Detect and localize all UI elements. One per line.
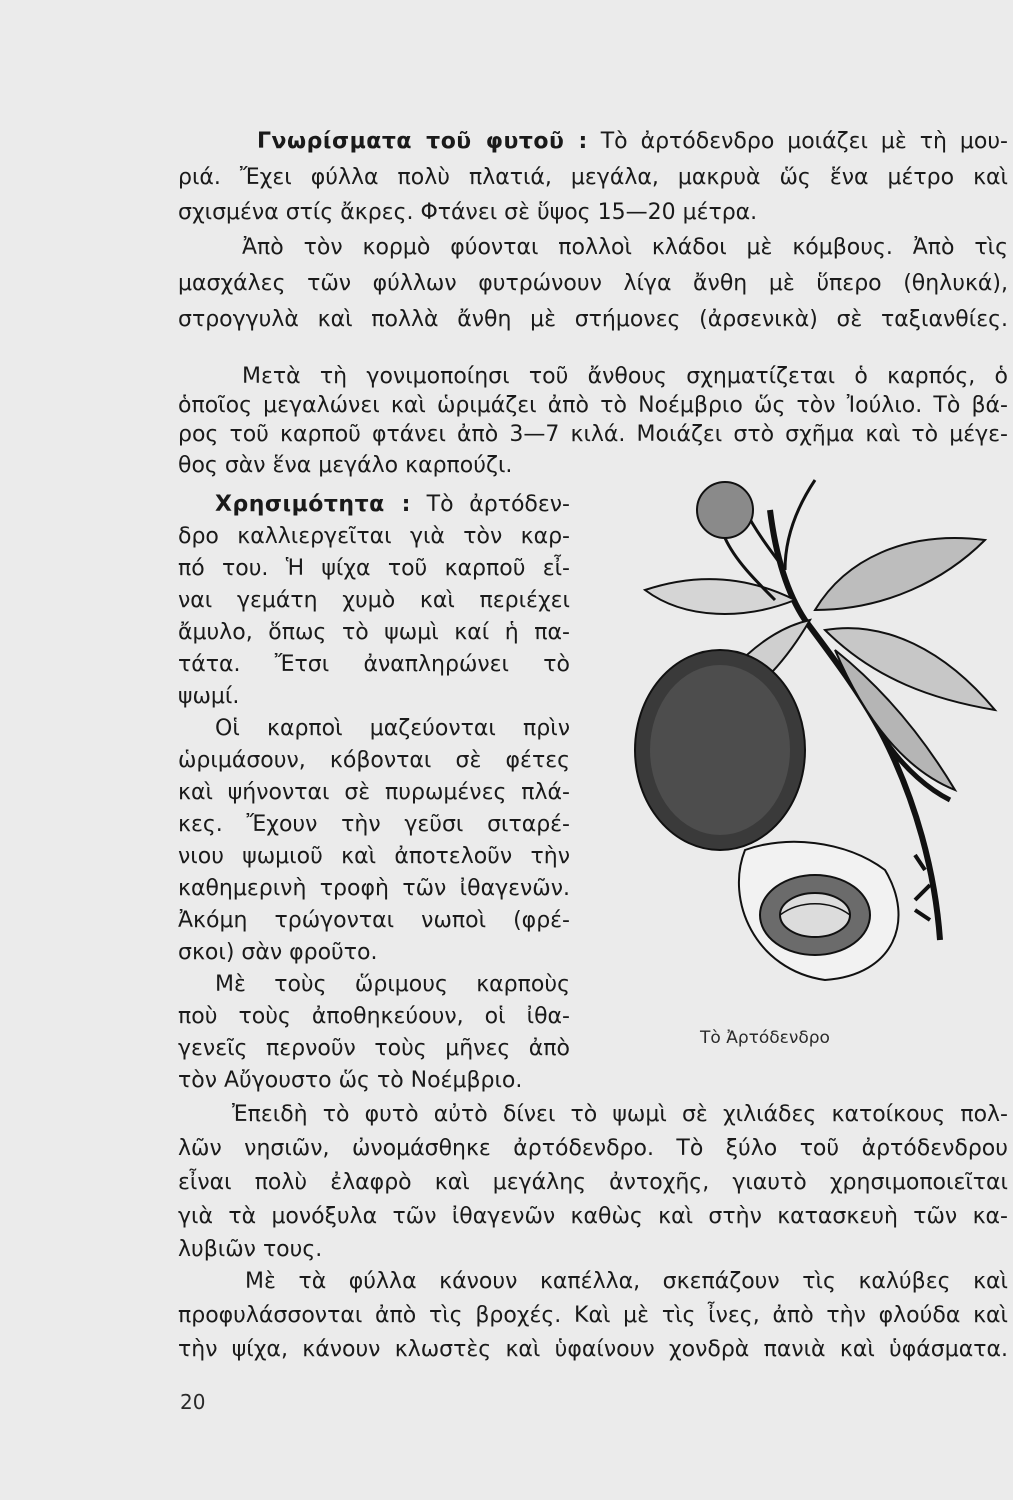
- paragraph-line: ποὺ τοὺς ἀποθηκεύουν, οἱ ἰθα-: [178, 1004, 570, 1029]
- paragraph-line: Μετὰ τὴ γονιμοποίησι τοῦ ἄνθους σχηματίζεται ὁ καρπός, ὁ: [242, 364, 1008, 389]
- paragraph-line: λυβιῶν τους.: [178, 1237, 323, 1262]
- paragraph-line: σκοι) σὰν φροῦτο.: [178, 940, 378, 965]
- paragraph-line: [257, 124, 1008, 160]
- paragraph-line: τάτα. Ἔτσι ἀναπληρώνει τὸ: [178, 652, 570, 677]
- paragraph-line: ὁποῖος μεγαλώνει καὶ ὡριμάζει ἀπὸ τὸ Νοέμβριο ὥς τὸν Ἰούλιο. Τὸ βά-: [178, 393, 1008, 418]
- breadfruit-branch-illustration: [585, 470, 1005, 1030]
- paragraph-line: τὴν ψίχα, κάνουν κλωστὲς καὶ ὑφαίνουν χονδρὰ πανιὰ καὶ ὑφάσματα.: [178, 1337, 1008, 1362]
- paragraph-line: γιὰ τὰ μονόξυλα τῶν ἰθαγενῶν καθὼς καὶ στὴν κατασκευὴ τῶν κα-: [178, 1204, 1008, 1229]
- paragraph-line: σχισμένα στίς ἄκρες. Φτάνει σὲ ὕψος 15—20 μέτρα.: [178, 200, 758, 225]
- paragraph-line: δρο καλλιεργεῖται γιὰ τὸν καρ-: [178, 524, 570, 549]
- paragraph-line: ριά. Ἔχει φύλλα πολὺ πλατιά, μεγάλα, μακρυὰ ὥς ἕνα μέτρο καὶ: [178, 165, 1008, 190]
- paragraph-line: κες. Ἔχουν τὴν γεῦσι σιταρέ-: [178, 812, 570, 837]
- paragraph-line: ναι γεμάτη χυμὸ καὶ περιέχει: [178, 588, 570, 613]
- paragraph-line: καὶ ψήνονται σὲ πυρωμένες πλά-: [178, 780, 570, 805]
- paragraph-line: ρος τοῦ καρποῦ φτάνει ἀπὸ 3—7 κιλά. Μοιάζει στὸ σχῆμα καὶ τὸ μέγε-: [178, 422, 1008, 447]
- paragraph-line: γενεῖς περνοῦν τοὺς μῆνες ἀπὸ: [178, 1036, 570, 1061]
- paragraph-line: ἄμυλο, ὅπως τὸ ψωμὶ καί ἡ πα-: [178, 620, 570, 645]
- paragraph-line: θος σὰν ἕνα μεγάλο καρπούζι.: [178, 453, 513, 478]
- section-heading-characteristics: Γνωρίσματα τοῦ φυτοῦ :: [257, 129, 588, 154]
- line-text: Τὸ ἀρτόδενδρο μοιάζει μὲ τὴ μου-: [600, 129, 1008, 154]
- line-text: Τὸ ἀρτόδεν-: [426, 492, 570, 517]
- paragraph-line: ψωμί.: [178, 684, 240, 709]
- paragraph-line: Μὲ τὰ φύλλα κάνουν καπέλλα, σκεπάζουν τὶς καλύβες καὶ: [245, 1269, 1008, 1294]
- paragraph-line: Ἀπὸ τὸν κορμὸ φύονται πολλοὶ κλάδοι μὲ κόμβους. Ἀπὸ τὶς: [242, 235, 1008, 260]
- figure-caption: Τὸ Ἀρτόδενδρο: [700, 1028, 830, 1048]
- section-heading-usefulness: Χρησιμότητα :: [215, 492, 411, 517]
- paragraph-line: Οἱ καρποὶ μαζεύονται πρὶν: [215, 716, 570, 741]
- paragraph-line: πό του. Ἡ ψίχα τοῦ καρποῦ εἶ-: [178, 556, 570, 581]
- paragraph-line: στρογγυλὰ καὶ πολλὰ ἄνθη μὲ στήμονες (ἀρσενικὰ) σὲ ταξιανθίες.: [178, 307, 1008, 332]
- paragraph-line: προφυλάσσονται ἀπὸ τὶς βροχές. Καὶ μὲ τὶς ἶνες, ἀπὸ τὴν φλούδα καὶ: [178, 1303, 1008, 1328]
- paragraph-line: μασχάλες τῶν φύλλων φυτρώνουν λίγα ἄνθη μὲ ὕπερο (θηλυκά),: [178, 271, 1008, 296]
- paragraph-line: λῶν νησιῶν, ὠνομάσθηκε ἀρτόδενδρο. Τὸ ξύλο τοῦ ἀρτόδενδρου: [178, 1136, 1008, 1161]
- paragraph-line: τὸν Αὔγουστο ὥς τὸ Νοέμβριο.: [178, 1068, 523, 1093]
- paragraph-line: καθημερινὴ τροφὴ τῶν ἰθαγενῶν.: [178, 876, 570, 901]
- paragraph-line: Ἐπειδὴ τὸ φυτὸ αὐτὸ δίνει τὸ ψωμὶ σὲ χιλιάδες κατοίκους πολ-: [232, 1102, 1008, 1127]
- page-number: 20: [180, 1390, 206, 1414]
- paragraph-line: εἶναι πολὺ ἐλαφρὸ καὶ μεγάλης ἀντοχῆς, γιαυτὸ χρησιμοποιεῖται: [178, 1170, 1008, 1195]
- paragraph-line: νιου ψωμιοῦ καὶ ἀποτελοῦν τὴν: [178, 844, 570, 869]
- paragraph-line: [215, 487, 570, 523]
- paragraph-line: ὡριμάσουν, κόβονται σὲ φέτες: [178, 748, 570, 773]
- paragraph-line: Μὲ τοὺς ὥριμους καρποὺς: [215, 972, 570, 997]
- paragraph-line: Ἀκόμη τρώγονται νωποὶ (φρέ-: [178, 908, 570, 933]
